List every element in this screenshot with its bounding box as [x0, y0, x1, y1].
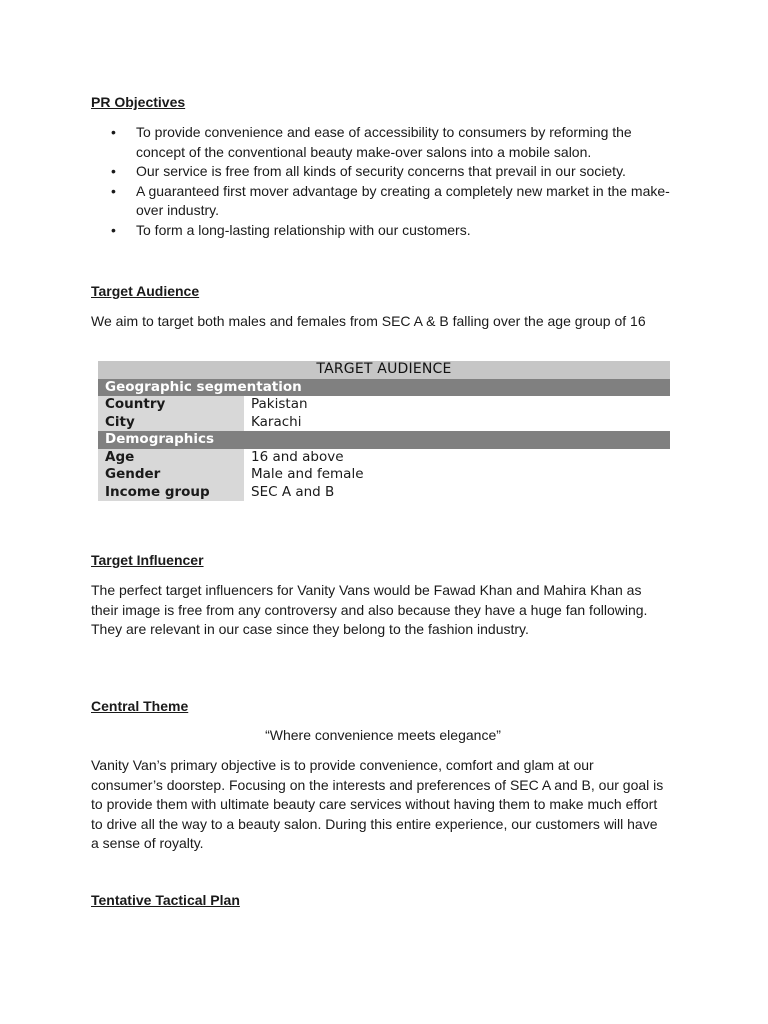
row-label: Age: [98, 449, 244, 467]
table-section-row: [98, 379, 670, 397]
row-value: Male and female: [244, 466, 670, 484]
target-audience-heading: Target Audience: [91, 283, 200, 299]
row-label: Country: [98, 396, 244, 414]
target-audience-table: [98, 361, 670, 501]
tactical-plan-heading: Tentative Tactical Plan: [91, 892, 240, 908]
table-row: [98, 414, 670, 432]
list-item: • To provide convenience and ease of accessibility to consumers by reforming the concept of the conventional beauty make-over salons into a mobile salon.: [91, 123, 671, 162]
table-row: [98, 449, 670, 467]
central-theme-heading: Central Theme: [91, 698, 189, 714]
row-value: Karachi: [244, 414, 670, 432]
section-geographic: Geographic segmentation: [98, 379, 670, 397]
target-influencer-body: The perfect target influencers for Vanity Vans would be Fawad Khan and Mahira Khan as their image is free from any controversy and also because they have a huge fan following. They are relevant in our case since they belong to the fashion industry.: [91, 582, 648, 637]
table-row: [98, 484, 670, 502]
row-value: Pakistan: [244, 396, 670, 414]
pr-objectives-list: [91, 123, 671, 240]
target-audience-intro: We aim to target both males and females from SEC A & B falling over the age group of 16: [91, 313, 646, 329]
table-title-row: [98, 361, 670, 379]
central-theme-quote: “Where convenience meets elegance”: [265, 727, 501, 743]
row-label: Gender: [98, 466, 244, 484]
list-item: • To form a long-lasting relationship with our customers.: [91, 221, 671, 241]
section-demographics: Demographics: [98, 431, 670, 449]
table-row: [98, 396, 670, 414]
central-theme-body: Vanity Van’s primary objective is to provide convenience, comfort and glam at our consumer’s doorstep. Focusing on the interests and preferences of SEC A and B, our goal is to provide them with ultimate beauty care services without having them to make much effort to drive all the way to a beauty salon. During this entire experience, our customers will have a sense of royalty.: [91, 757, 664, 851]
row-label: City: [98, 414, 244, 432]
table-title: TARGET AUDIENCE: [98, 361, 670, 379]
table-row: [98, 466, 670, 484]
target-influencer-heading: Target Influencer: [91, 552, 204, 568]
pr-objectives-heading: PR Objectives: [91, 94, 186, 110]
row-value: SEC A and B: [244, 484, 670, 502]
row-value: 16 and above: [244, 449, 670, 467]
list-item: • A guaranteed first mover advantage by creating a completely new market in the make-over industry.: [91, 182, 671, 221]
row-label: Income group: [98, 484, 244, 502]
list-item: • Our service is free from all kinds of security concerns that prevail in our society.: [91, 162, 671, 182]
table-section-row: [98, 431, 670, 449]
